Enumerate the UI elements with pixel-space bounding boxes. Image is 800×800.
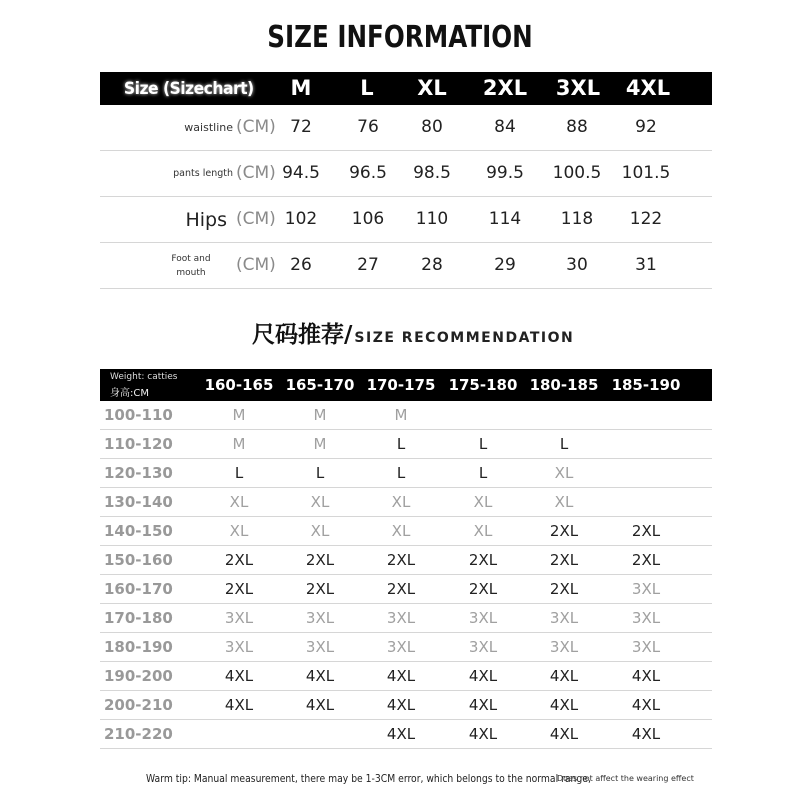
recommendation-title-en: SIZE RECOMMENDATION: [354, 330, 575, 346]
height-header-cell: 175-180: [448, 376, 518, 394]
size-value: 31: [635, 255, 657, 275]
size-value: 122: [629, 209, 663, 229]
recommended-size-cell: 4XL: [468, 667, 498, 685]
size-value: 100.5: [552, 163, 602, 183]
recommended-size-cell: 3XL: [631, 580, 661, 598]
size-header-cell: 2XL: [482, 76, 528, 100]
recommended-size-cell: 3XL: [386, 609, 416, 627]
recommended-size-cell: 3XL: [224, 638, 254, 656]
recommended-size-cell: 3XL: [468, 638, 498, 656]
size-value: 88: [566, 117, 588, 137]
recommended-size-cell: 3XL: [468, 609, 498, 627]
weight-range-label: 140-150: [104, 522, 173, 540]
recommended-size-cell: L: [396, 435, 406, 453]
size-value: 94.5: [282, 163, 320, 183]
recommended-size-cell: XL: [473, 522, 493, 540]
size-value: 102: [284, 209, 318, 229]
recommended-size-cell: 4XL: [305, 667, 335, 685]
height-header-cell: 165-170: [285, 376, 355, 394]
size-value: 76: [357, 117, 379, 137]
weight-range-label: 210-220: [104, 725, 173, 743]
corner-height-label: 身高:CM: [110, 388, 149, 399]
size-value: 106: [351, 209, 385, 229]
recommended-size-cell: 3XL: [224, 609, 254, 627]
size-value: 28: [421, 255, 443, 275]
size-row-label: Hips: [185, 208, 227, 231]
size-value: 114: [488, 209, 522, 229]
size-header-cell: M: [290, 76, 312, 100]
recommended-size-cell: XL: [554, 493, 574, 511]
recommendation-row: [100, 575, 712, 604]
recommendation-title: [252, 316, 574, 349]
recommended-size-cell: 4XL: [224, 696, 254, 714]
recommended-size-cell: XL: [229, 522, 249, 540]
recommendation-row: [100, 546, 712, 575]
recommended-size-cell: 4XL: [631, 696, 661, 714]
size-recommendation-table: [100, 369, 712, 749]
recommended-size-cell: 2XL: [549, 522, 579, 540]
recommended-size-cell: 4XL: [549, 667, 579, 685]
recommended-size-cell: L: [234, 464, 244, 482]
recommended-size-cell: XL: [310, 522, 330, 540]
recommendation-body: [100, 401, 712, 749]
recommended-size-cell: 3XL: [631, 609, 661, 627]
recommended-size-cell: 4XL: [305, 696, 335, 714]
recommended-size-cell: 2XL: [468, 551, 498, 569]
recommended-size-cell: XL: [310, 493, 330, 511]
recommended-size-cell: L: [396, 464, 406, 482]
size-value: 72: [290, 117, 312, 137]
recommended-size-cell: 4XL: [468, 725, 498, 743]
recommended-size-cell: XL: [229, 493, 249, 511]
weight-range-label: 200-210: [104, 696, 173, 714]
warm-tip-note: Warm tip: Manual measurement, there may be 1-3CM error, which belongs to the normal range,: [146, 772, 591, 785]
weight-range-label: 150-160: [104, 551, 173, 569]
recommended-size-cell: 4XL: [549, 725, 579, 743]
size-header-cell: XL: [417, 76, 447, 100]
size-value: 92: [635, 117, 657, 137]
size-chart-header: [100, 72, 712, 105]
recommended-size-cell: 4XL: [386, 667, 416, 685]
recommended-size-cell: 3XL: [305, 638, 335, 656]
size-value: 30: [566, 255, 588, 275]
size-row-label: waistline: [184, 121, 233, 134]
recommended-size-cell: 2XL: [631, 522, 661, 540]
recommended-size-cell: 2XL: [549, 580, 579, 598]
size-value: 101.5: [621, 163, 671, 183]
recommended-size-cell: M: [394, 406, 408, 424]
size-value: 118: [560, 209, 594, 229]
size-row-pants-length: [100, 151, 712, 197]
recommended-size-cell: 2XL: [305, 551, 335, 569]
recommendation-row: [100, 401, 712, 430]
size-header-cell: 3XL: [555, 76, 601, 100]
size-value: 26: [290, 255, 312, 275]
recommended-size-cell: M: [232, 406, 246, 424]
recommended-size-cell: M: [313, 435, 327, 453]
recommendation-row: [100, 633, 712, 662]
recommended-size-cell: 2XL: [468, 580, 498, 598]
recommendation-header: [100, 369, 712, 401]
recommended-size-cell: XL: [391, 493, 411, 511]
height-header-cell: 185-190: [611, 376, 681, 394]
size-row-waistline: [100, 105, 712, 151]
height-header-cell: 160-165: [204, 376, 274, 394]
size-chart-header-label: Size (Sizechart): [123, 78, 254, 99]
recommended-size-cell: M: [313, 406, 327, 424]
size-value: 96.5: [349, 163, 387, 183]
recommended-size-cell: 2XL: [224, 551, 254, 569]
size-value: 80: [421, 117, 443, 137]
recommended-size-cell: 4XL: [468, 696, 498, 714]
size-row-foot-mouth: [100, 243, 712, 289]
warm-tip-note-end: Does not affect the wearing effect: [557, 774, 694, 783]
recommended-size-cell: 4XL: [549, 696, 579, 714]
recommendation-row: [100, 459, 712, 488]
size-value: 27: [357, 255, 379, 275]
size-value: 29: [494, 255, 516, 275]
recommended-size-cell: 3XL: [386, 638, 416, 656]
size-row-hips: [100, 197, 712, 243]
recommended-size-cell: XL: [391, 522, 411, 540]
unit-label: (CM): [236, 209, 276, 229]
recommended-size-cell: L: [478, 435, 488, 453]
size-header-cell: 4XL: [625, 76, 671, 100]
size-row-label: Foot and mouth: [171, 253, 211, 278]
size-value: 99.5: [486, 163, 524, 183]
height-header-cell: 170-175: [366, 376, 436, 394]
recommended-size-cell: 3XL: [305, 609, 335, 627]
unit-label: (CM): [236, 117, 276, 137]
recommended-size-cell: 2XL: [305, 580, 335, 598]
recommended-size-cell: 4XL: [631, 725, 661, 743]
recommended-size-cell: L: [315, 464, 325, 482]
size-header-cell: L: [360, 76, 374, 100]
recommendation-row: [100, 430, 712, 459]
recommendation-title-cn: 尺码推荐/: [252, 322, 353, 348]
size-value: 98.5: [413, 163, 451, 183]
recommended-size-cell: 2XL: [631, 551, 661, 569]
recommended-size-cell: 4XL: [631, 667, 661, 685]
corner-weight-label: Weight: catties: [110, 372, 178, 382]
recommended-size-cell: XL: [473, 493, 493, 511]
recommended-size-cell: 4XL: [386, 725, 416, 743]
weight-range-label: 130-140: [104, 493, 173, 511]
recommendation-row: [100, 691, 712, 720]
unit-label: (CM): [236, 255, 276, 275]
recommended-size-cell: 2XL: [224, 580, 254, 598]
recommendation-row: [100, 720, 712, 749]
weight-range-label: 170-180: [104, 609, 173, 627]
weight-range-label: 190-200: [104, 667, 173, 685]
page-title: SIZE INFORMATION: [267, 20, 533, 55]
size-value: 84: [494, 117, 516, 137]
recommended-size-cell: 4XL: [386, 696, 416, 714]
weight-range-label: 160-170: [104, 580, 173, 598]
recommended-size-cell: L: [478, 464, 488, 482]
unit-label: (CM): [236, 163, 276, 183]
recommended-size-cell: L: [559, 435, 569, 453]
recommended-size-cell: 2XL: [549, 551, 579, 569]
recommended-size-cell: 4XL: [224, 667, 254, 685]
weight-range-label: 180-190: [104, 638, 173, 656]
height-header-cell: 180-185: [529, 376, 599, 394]
recommendation-row: [100, 662, 712, 691]
weight-range-label: 100-110: [104, 406, 173, 424]
recommendation-row: [100, 488, 712, 517]
recommended-size-cell: 3XL: [631, 638, 661, 656]
recommended-size-cell: 3XL: [549, 609, 579, 627]
weight-range-label: 120-130: [104, 464, 173, 482]
weight-range-label: 110-120: [104, 435, 173, 453]
recommended-size-cell: 3XL: [549, 638, 579, 656]
recommendation-row: [100, 604, 712, 633]
size-chart-table: [100, 72, 712, 289]
recommended-size-cell: 2XL: [386, 580, 416, 598]
recommended-size-cell: XL: [554, 464, 574, 482]
recommended-size-cell: M: [232, 435, 246, 453]
size-value: 110: [415, 209, 449, 229]
recommendation-row: [100, 517, 712, 546]
recommended-size-cell: 2XL: [386, 551, 416, 569]
size-row-label: pants length: [173, 168, 233, 179]
